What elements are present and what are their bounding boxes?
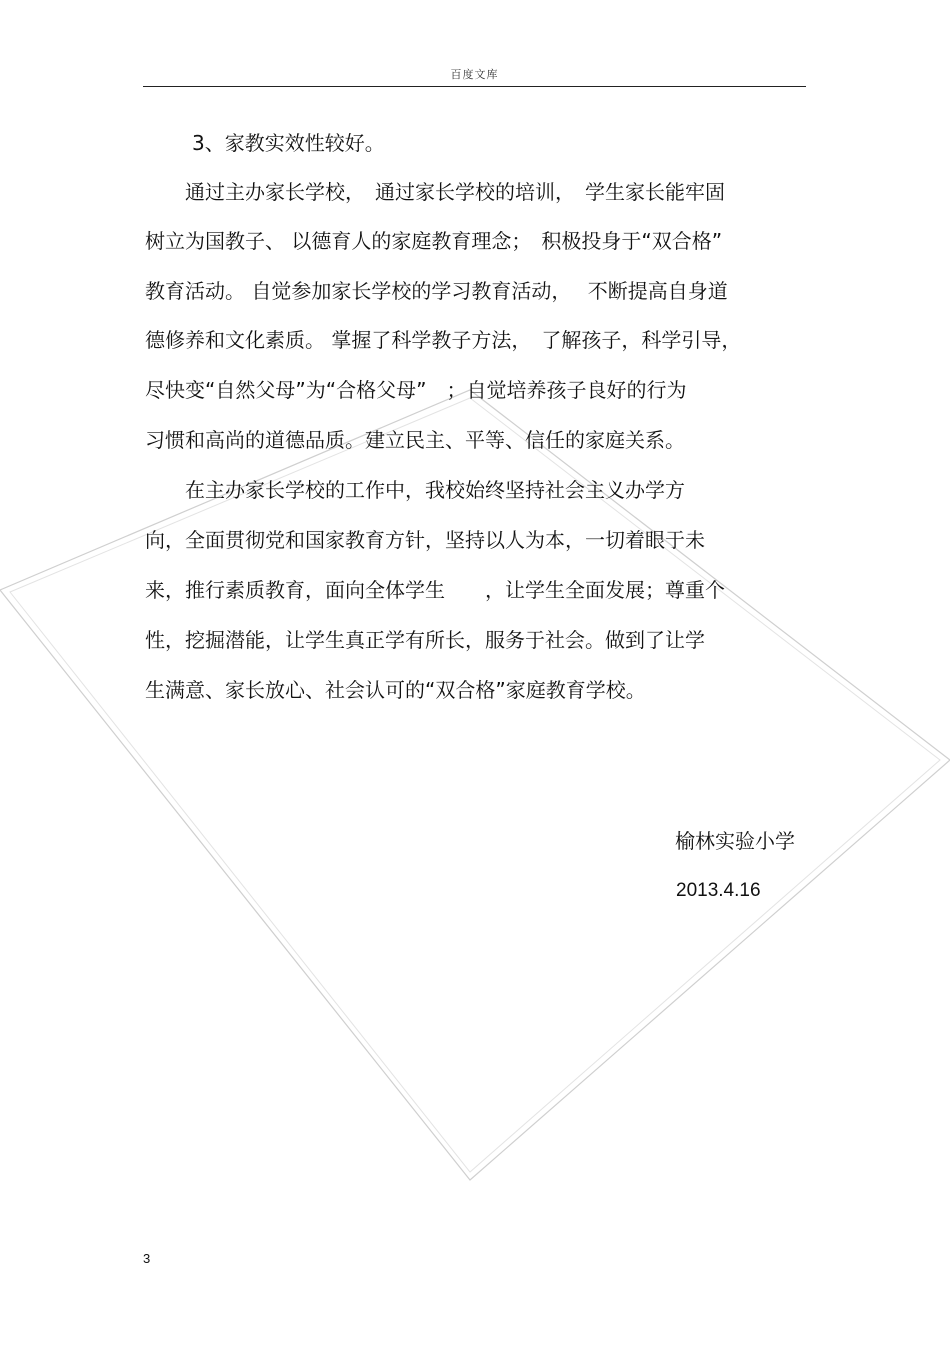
header-divider xyxy=(143,86,806,87)
paragraph-line: 通过主办家长学校， 通过家长学校的培训， 学生家长能牢固 xyxy=(145,180,725,204)
paragraph-line: 性，挖掘潜能，让学生真正学有所长，服务于社会。做到了让学 xyxy=(145,628,705,652)
paragraph-line: 向，全面贯彻党和国家教育方针，坚持以人为本，一切着眼于未 xyxy=(145,528,705,552)
paragraph-line: 树立为国教子、 以德育人的家庭教育理念； 积极投身于“双合格” xyxy=(145,229,723,253)
paragraph-line: 德修养和文化素质。 掌握了科学教子方法， 了解孩子，科学引导， xyxy=(145,328,742,352)
page-number: 3 xyxy=(143,1251,151,1266)
paragraph-line: 尽快变“自然父母”为“合格父母” ；自觉培养孩子良好的行为 xyxy=(145,378,687,402)
signature-date: 2013.4.16 xyxy=(676,880,761,901)
paragraph-line: 习惯和高尚的道德品质。建立民主、平等、信任的家庭关系。 xyxy=(145,428,685,452)
paragraph-line: 在主办家长学校的工作中，我校始终坚持社会主义办学方 xyxy=(145,478,685,502)
paragraph-line: 来，推行素质教育，面向全体学生 ，让学生全面发展；尊重个 xyxy=(145,578,725,602)
signature-school: 榆林实验小学 xyxy=(675,829,795,853)
page-header-title: 百度文库 xyxy=(450,68,499,81)
section-heading: 3、家教实效性较好。 xyxy=(192,131,385,155)
paragraph-line: 生满意、家长放心、社会认可的“双合格”家庭教育学校。 xyxy=(145,678,646,702)
paragraph-line: 教育活动。 自觉参加家长学校的学习教育活动， 不断提高自身道 xyxy=(145,279,728,303)
